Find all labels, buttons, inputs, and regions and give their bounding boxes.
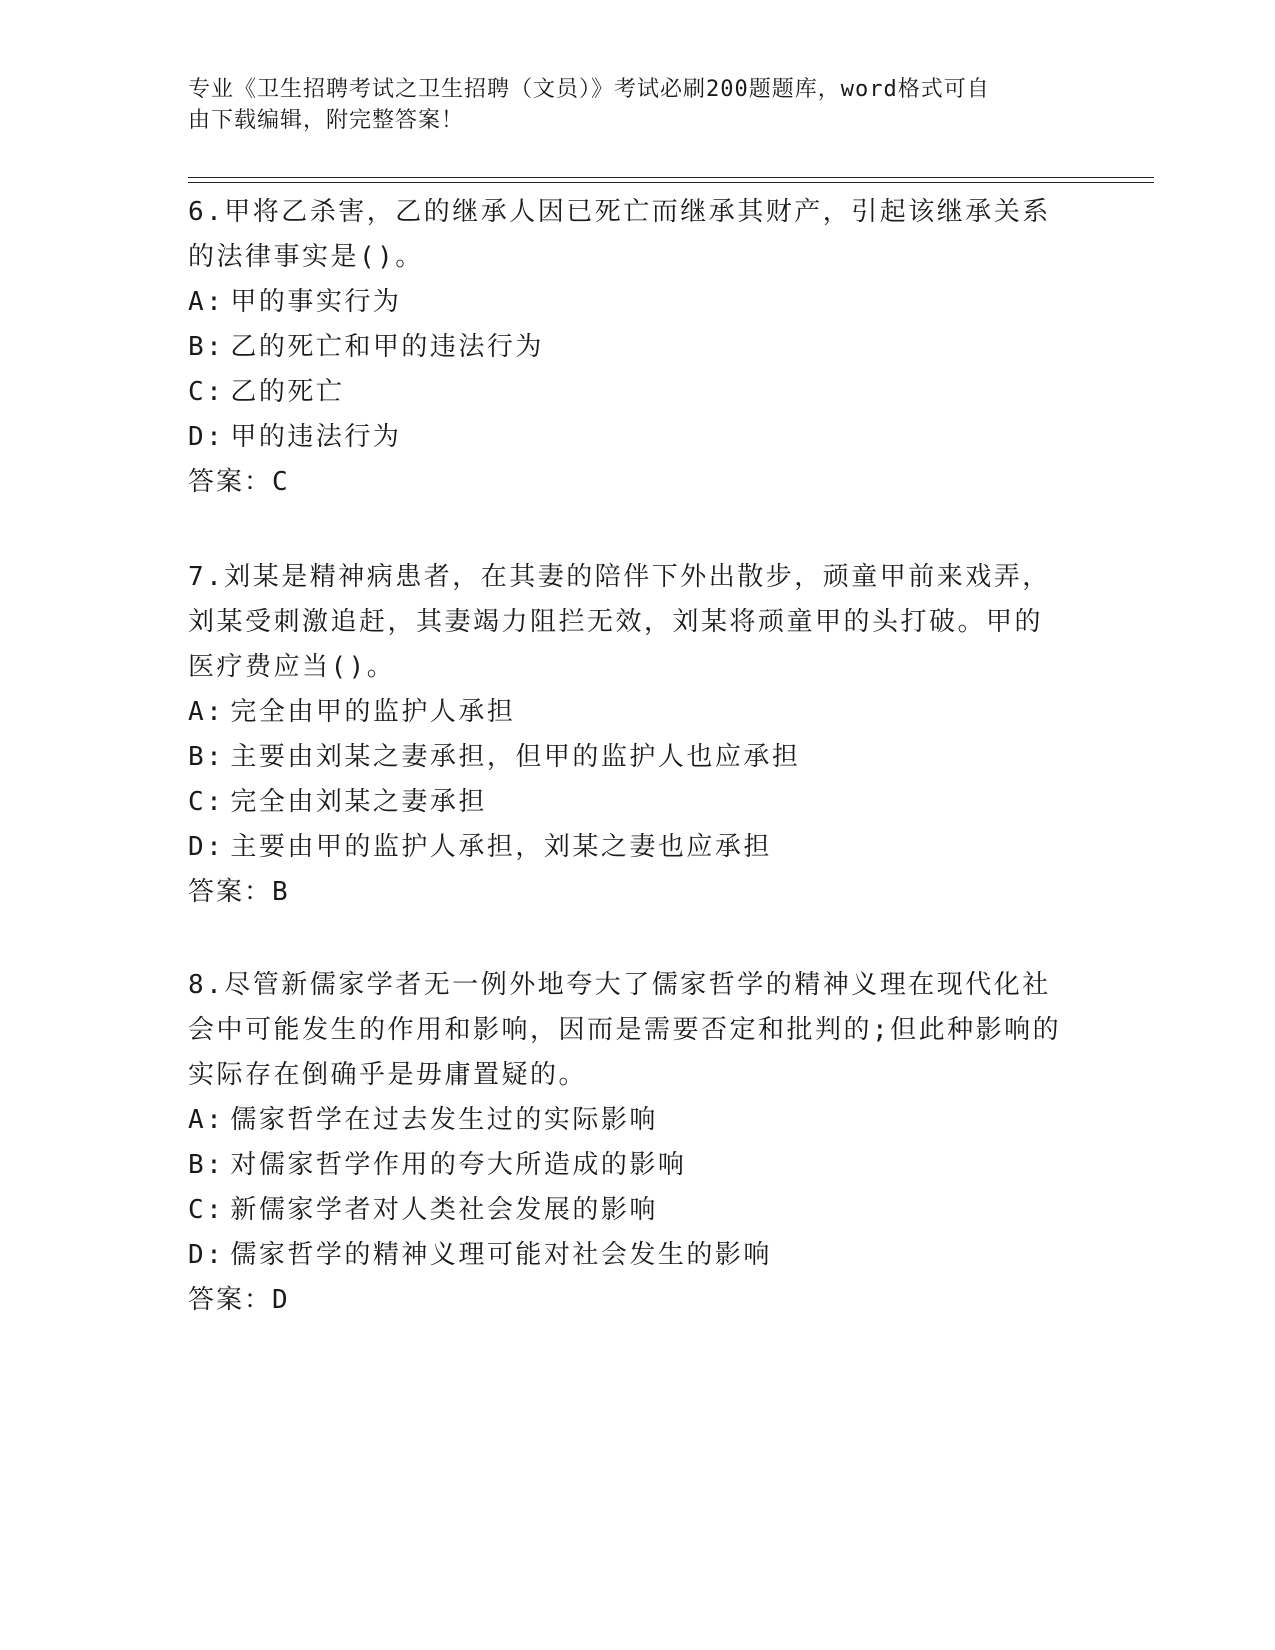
question-text-line: 实际存在倒确乎是毋庸置疑的。 <box>188 1060 588 1090</box>
option-letter: C: <box>188 1195 225 1225</box>
option-text: 甲的违法行为 <box>230 422 402 452</box>
option-d <box>188 825 1088 870</box>
answer-line <box>188 460 1088 505</box>
header-title-line-1: 专业《卫生招聘考试之卫生招聘（文员）》考试必刷200题题库，word格式可自 <box>188 77 990 102</box>
answer-line <box>188 870 1088 915</box>
question-6 <box>188 190 1088 505</box>
question-8 <box>188 963 1088 1323</box>
answer-value: B <box>272 877 288 907</box>
option-d <box>188 1233 1088 1278</box>
option-d <box>188 415 1088 460</box>
answer-label: 答案： <box>188 877 273 907</box>
option-b <box>188 735 1088 780</box>
option-c <box>188 1188 1088 1233</box>
answer-label: 答案： <box>188 467 273 497</box>
option-text: 甲的事实行为 <box>230 287 402 317</box>
option-text: 主要由刘某之妻承担，但甲的监护人也应承担 <box>230 742 801 772</box>
option-text: 对儒家哲学作用的夸大所造成的影响 <box>230 1150 687 1180</box>
option-a <box>188 280 1088 325</box>
question-text-line: 医疗费应当()。 <box>188 652 396 682</box>
question-7 <box>188 555 1088 915</box>
option-letter: B: <box>188 742 225 772</box>
option-letter: C: <box>188 787 225 817</box>
header-rule-bottom <box>188 182 1154 183</box>
header-rule-top <box>188 177 1154 178</box>
option-letter: D: <box>188 422 225 452</box>
option-letter: A: <box>188 697 225 727</box>
question-text-line: 的法律事实是()。 <box>188 242 424 272</box>
option-a <box>188 1098 1088 1143</box>
option-b <box>188 325 1088 370</box>
option-text: 主要由甲的监护人承担，刘某之妻也应承担 <box>230 832 772 862</box>
option-letter: B: <box>188 1150 225 1180</box>
option-letter: D: <box>188 1240 225 1270</box>
option-letter: A: <box>188 1105 225 1135</box>
option-letter: B: <box>188 332 225 362</box>
answer-value: C <box>272 467 288 497</box>
question-text-line: 8.尽管新儒家学者无一例外地夸大了儒家哲学的精神义理在现代化社 <box>188 970 1051 1000</box>
answer-value: D <box>272 1285 288 1315</box>
answer-label: 答案： <box>188 1285 273 1315</box>
option-b <box>188 1143 1088 1188</box>
option-text: 儒家哲学的精神义理可能对社会发生的影响 <box>230 1240 772 1270</box>
option-text: 儒家哲学在过去发生过的实际影响 <box>230 1105 658 1135</box>
question-text-line: 7.刘某是精神病患者，在其妻的陪伴下外出散步，顽童甲前来戏弄， <box>188 562 1051 592</box>
question-text-line: 会中可能发生的作用和影响，因而是需要否定和批判的;但此种影响的 <box>188 1015 1062 1045</box>
question-text-line: 6.甲将乙杀害，乙的继承人因已死亡而继承其财产，引起该继承关系 <box>188 197 1051 227</box>
header-title-line-2: 由下载编辑，附完整答案！ <box>188 108 465 133</box>
document-header <box>188 74 1068 136</box>
answer-line <box>188 1278 1088 1323</box>
option-text: 完全由刘某之妻承担 <box>230 787 487 817</box>
option-text: 乙的死亡 <box>230 377 345 407</box>
option-letter: A: <box>188 287 225 317</box>
option-c <box>188 780 1088 825</box>
question-text-line: 刘某受刺激追赶，其妻竭力阻拦无效，刘某将顽童甲的头打破。甲的 <box>188 607 1044 637</box>
option-letter: C: <box>188 377 225 407</box>
option-text: 完全由甲的监护人承担 <box>230 697 516 727</box>
option-letter: D: <box>188 832 225 862</box>
option-c <box>188 370 1088 415</box>
option-a <box>188 690 1088 735</box>
option-text: 新儒家学者对人类社会发展的影响 <box>230 1195 658 1225</box>
option-text: 乙的死亡和甲的违法行为 <box>230 332 544 362</box>
